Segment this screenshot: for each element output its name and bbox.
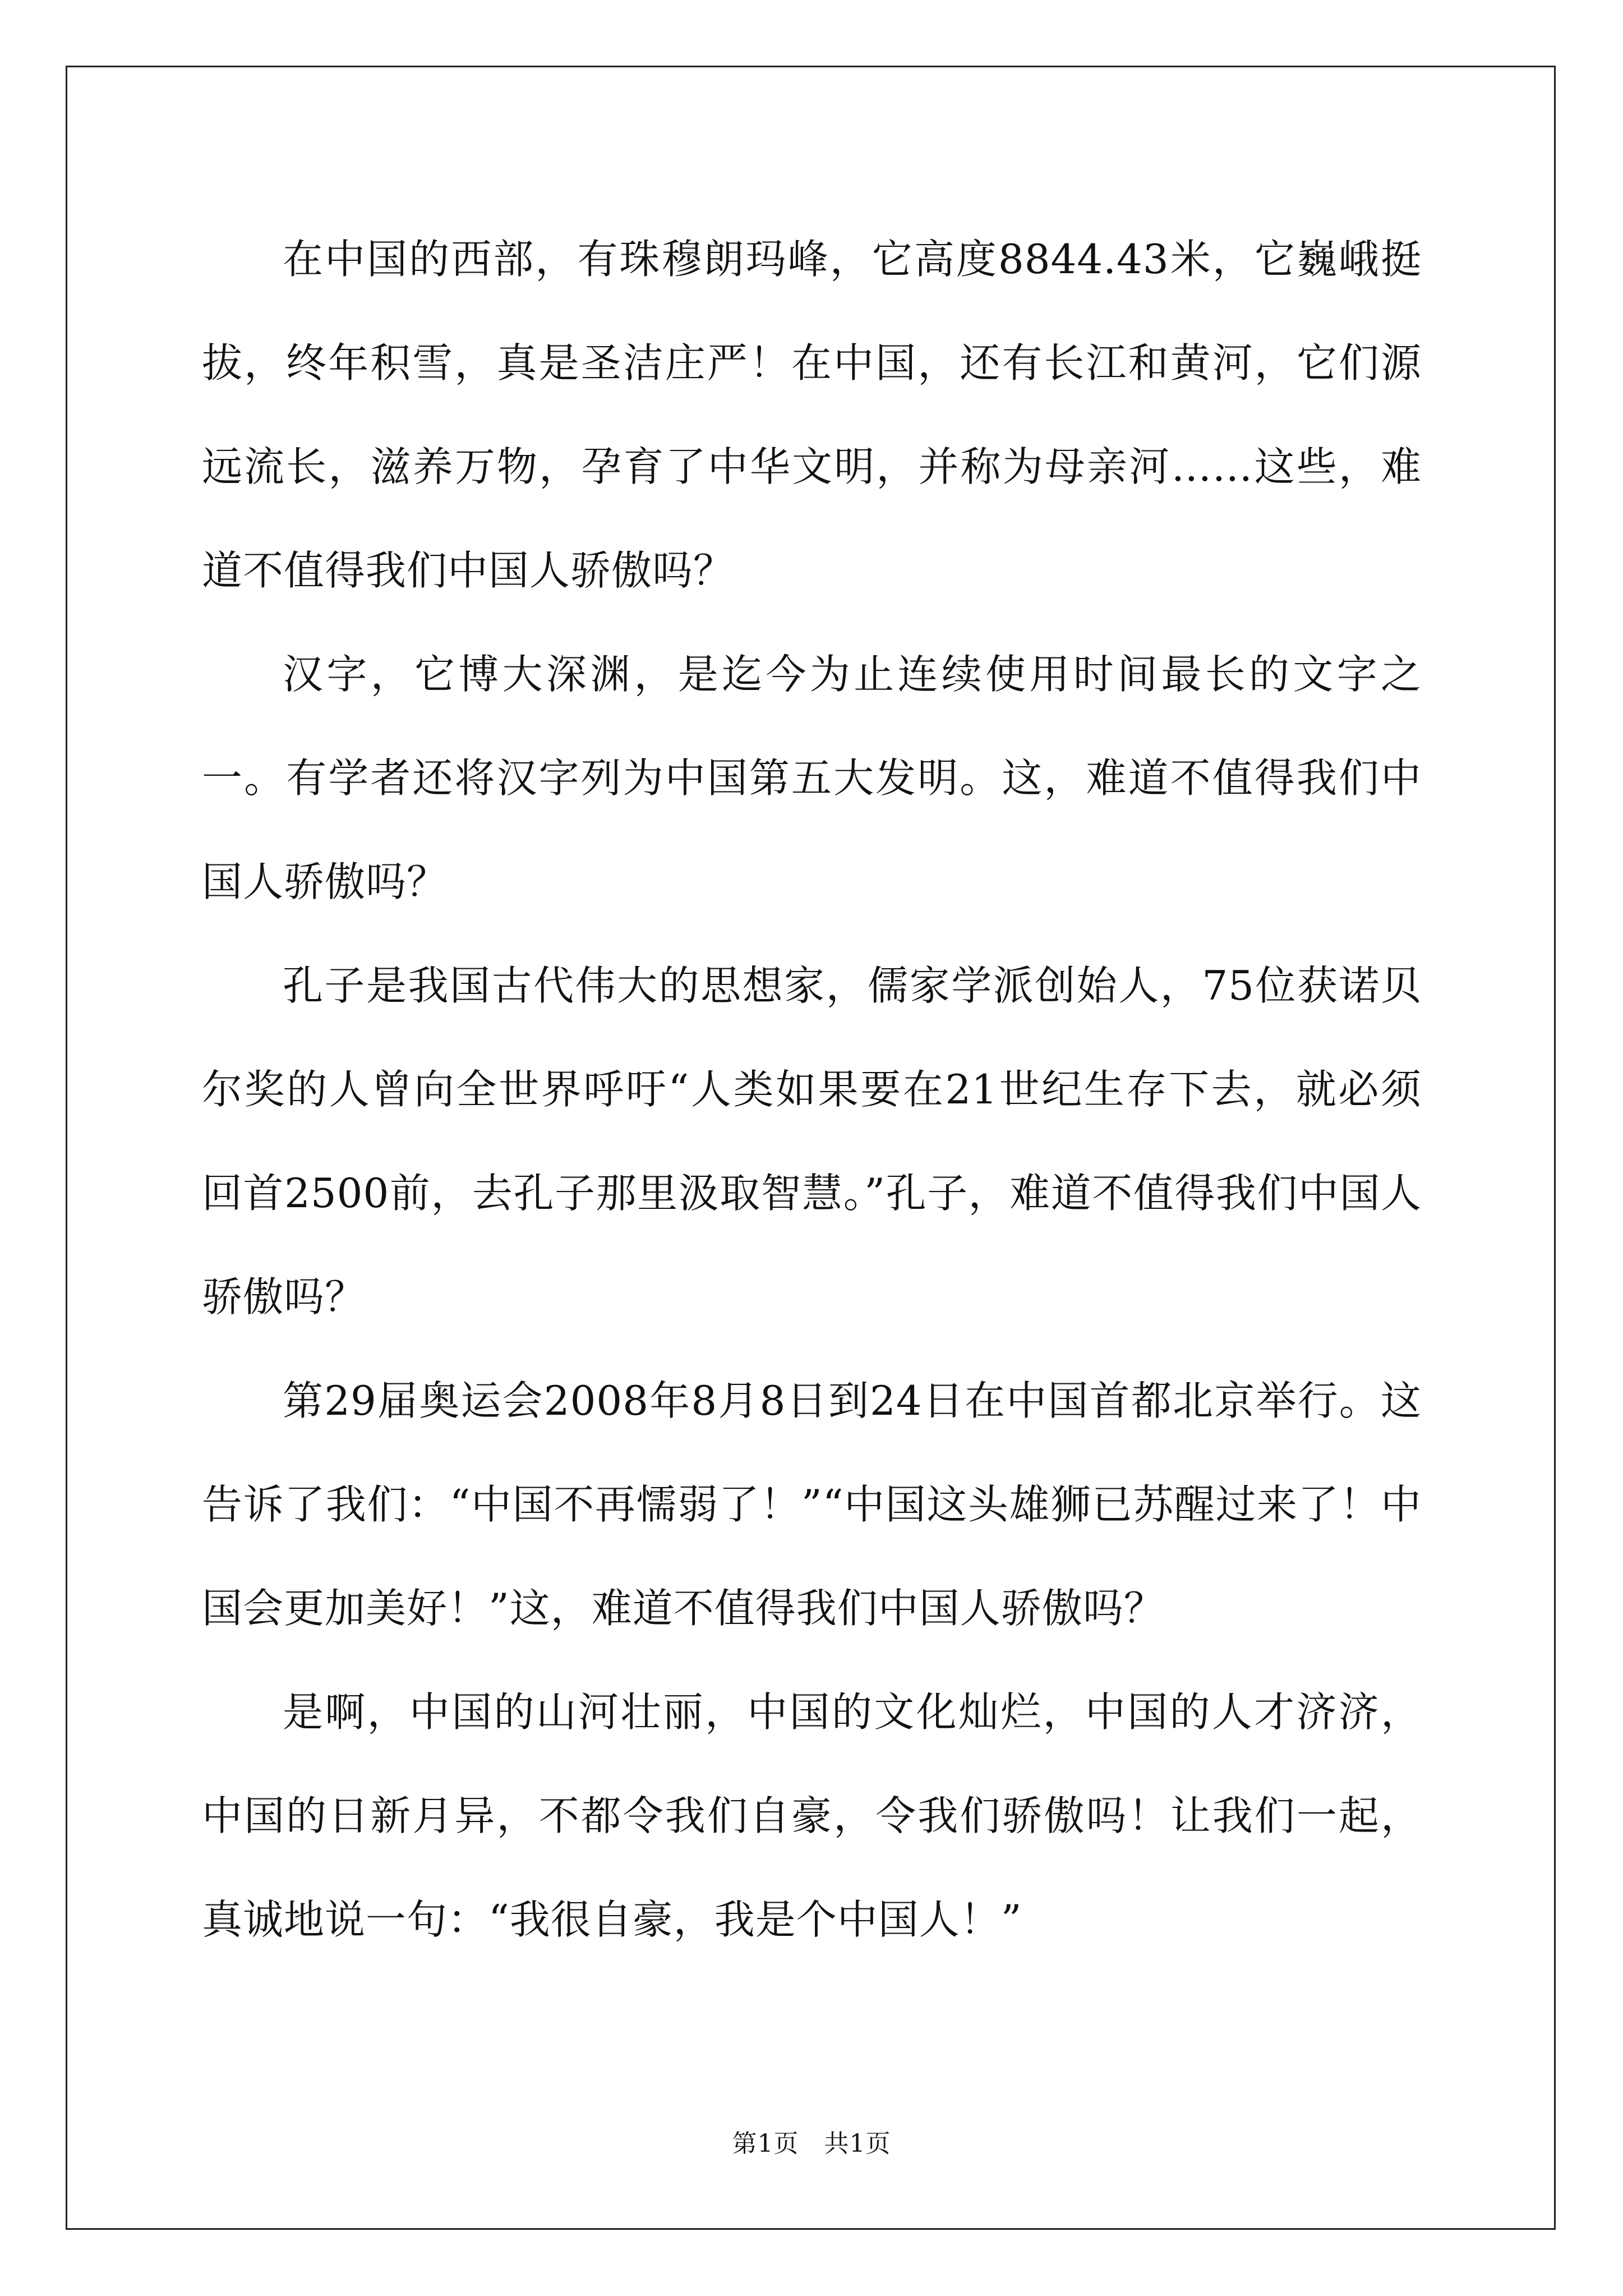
document-body <box>202 208 1422 1972</box>
footer-spacer <box>799 2129 824 2158</box>
paragraph-3: 孔子是我国古代伟大的思想家，儒家学派创始人，75位获诺贝尔奖的人曾向全世界呼吁“人类如果要在21世纪生存下去，就必须回首2500前，去孔子那里汲取智慧。”孔子，难道不值得我们中国人骄傲吗？ <box>202 962 1422 1320</box>
page-number: 第1页 <box>732 2129 799 2158</box>
paragraph-1: 在中国的西部，有珠穆朗玛峰，它高度8844.43米，它巍峨挺拔，终年积雪，真是圣洁庄严！在中国，还有长江和黄河，它们源远流长，滋养万物，孕育了中华文明，并称为母亲河……这些，难道不值得我们中国人骄傲吗？ <box>202 236 1422 594</box>
page-footer <box>0 2127 1623 2161</box>
paragraph-2: 汉字，它博大深渊，是迄今为止连续使用时间最长的文字之一。有学者还将汉字列为中国第五大发明。这，难道不值得我们中国人骄傲吗？ <box>202 651 1422 905</box>
paragraph-5: 是啊，中国的山河壮丽，中国的文化灿烂，中国的人才济济，中国的日新月异，不都令我们自豪，令我们骄傲吗！让我们一起，真诚地说一句：“我很自豪，我是个中国人！” <box>202 1688 1422 1943</box>
paragraph-4: 第29届奥运会2008年8月8日到24日在中国首都北京举行。这告诉了我们：“中国不再懦弱了！”“中国这头雄狮已苏醒过来了！中国会更加美好！”这，难道不值得我们中国人骄傲吗？ <box>202 1377 1422 1632</box>
page-total: 共1页 <box>824 2129 891 2158</box>
